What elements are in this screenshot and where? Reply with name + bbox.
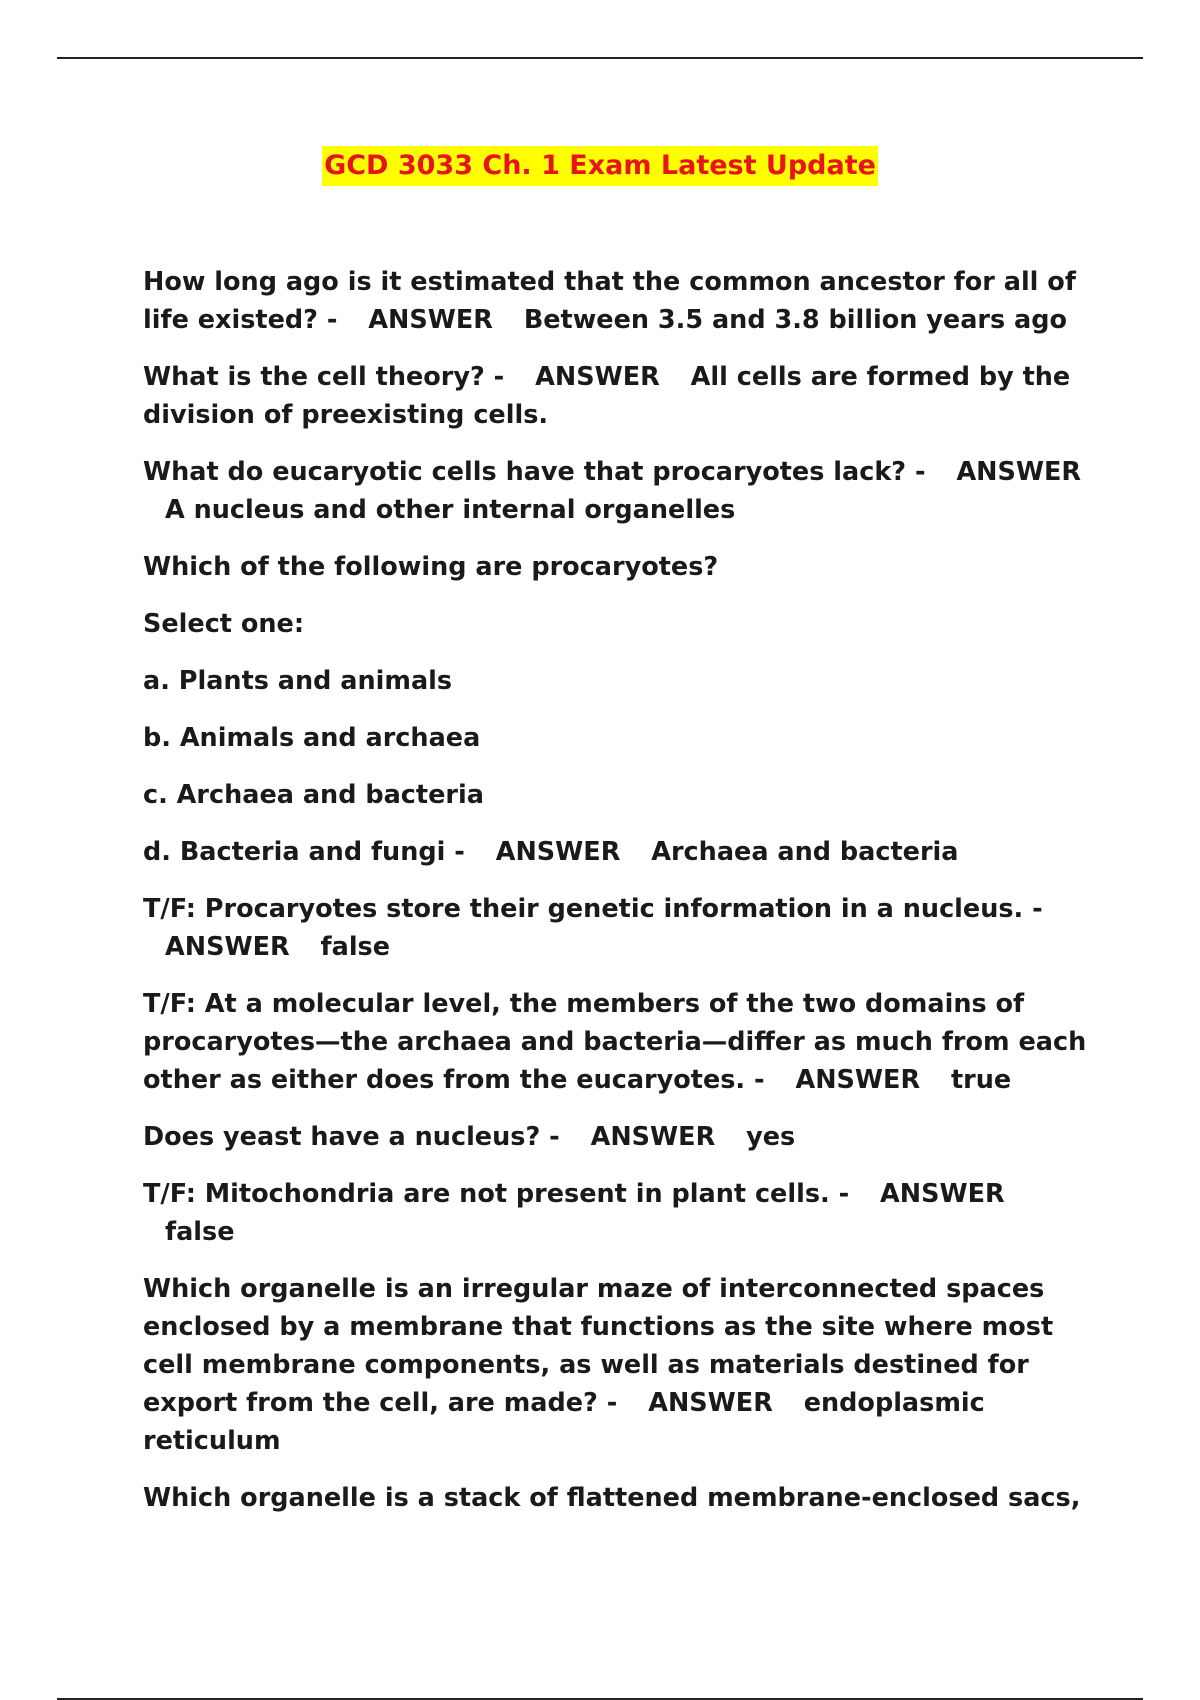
answer-text: yes (746, 1122, 796, 1152)
option-a: a. Plants and animals (143, 666, 453, 696)
qa-item (143, 985, 1103, 1099)
answer-label: ANSWER (535, 362, 660, 392)
document-body (143, 263, 1103, 1536)
question-text: What do eucaryotic cells have that procaryotes lack? - (143, 457, 926, 487)
instruction-line: Select one: (143, 609, 305, 639)
top-rule (57, 57, 1143, 59)
qa-item (143, 833, 1103, 871)
qa-item (143, 1118, 1103, 1156)
answer-label: ANSWER (956, 457, 1082, 487)
qa-item (143, 890, 1103, 966)
option-b: b. Animals and archaea (143, 723, 481, 753)
qa-item (143, 453, 1103, 529)
question-text: Which organelle is an irregular maze of interconnected spaces enclosed by a membrane that functions as the site where most cell membrane components, as well as materials destined for export from the cell, are made? - (143, 1274, 1054, 1418)
answer-text: false (320, 932, 391, 962)
qa-item (143, 1270, 1103, 1460)
question-line: Which of the following are procaryotes? (143, 552, 719, 582)
option-c: c. Archaea and bacteria (143, 780, 484, 810)
answer-label: ANSWER (495, 837, 621, 867)
qa-item (143, 1175, 1103, 1251)
answer-label: ANSWER (648, 1388, 773, 1418)
answer-label: ANSWER (590, 1122, 716, 1152)
question-text: T/F: Mitochondria are not present in plant cells. - (143, 1179, 850, 1209)
answer-text: Between 3.5 and 3.8 billion years ago (523, 305, 1068, 335)
answer-text: endoplasmic reticulum (143, 1388, 985, 1456)
question-line: Which organelle is a stack of flattened membrane-enclosed sacs, (143, 1483, 1081, 1513)
qa-item (143, 358, 1103, 434)
answer-label: ANSWER (165, 932, 290, 962)
answer-text: All cells are formed by the division of preexisting cells. (143, 362, 1071, 430)
question-text: What is the cell theory? - (143, 362, 505, 392)
answer-text: A nucleus and other internal organelles (165, 495, 736, 525)
question-text: T/F: At a molecular level, the members of the two domains of procaryotes—the archaea and bacteria—differ as much from each other as either does from the eucaryotes. - (143, 989, 1087, 1095)
answer-text: true (950, 1065, 1012, 1095)
answer-label: ANSWER (880, 1179, 1005, 1209)
question-text: T/F: Procaryotes store their genetic information in a nucleus. - (143, 894, 1043, 924)
question-text: d. Bacteria and fungi - (143, 837, 465, 867)
answer-label: ANSWER (795, 1065, 921, 1095)
answer-text: false (165, 1217, 235, 1247)
question-text: How long ago is it estimated that the common ancestor for all of life existed? - (143, 267, 1076, 335)
qa-item (143, 263, 1103, 339)
page-title: GCD 3033 Ch. 1 Exam Latest Update (322, 146, 878, 186)
answer-text: Archaea and bacteria (651, 837, 959, 867)
title-container (0, 146, 1200, 186)
question-text: Does yeast have a nucleus? - (143, 1122, 560, 1152)
answer-label: ANSWER (368, 305, 493, 335)
